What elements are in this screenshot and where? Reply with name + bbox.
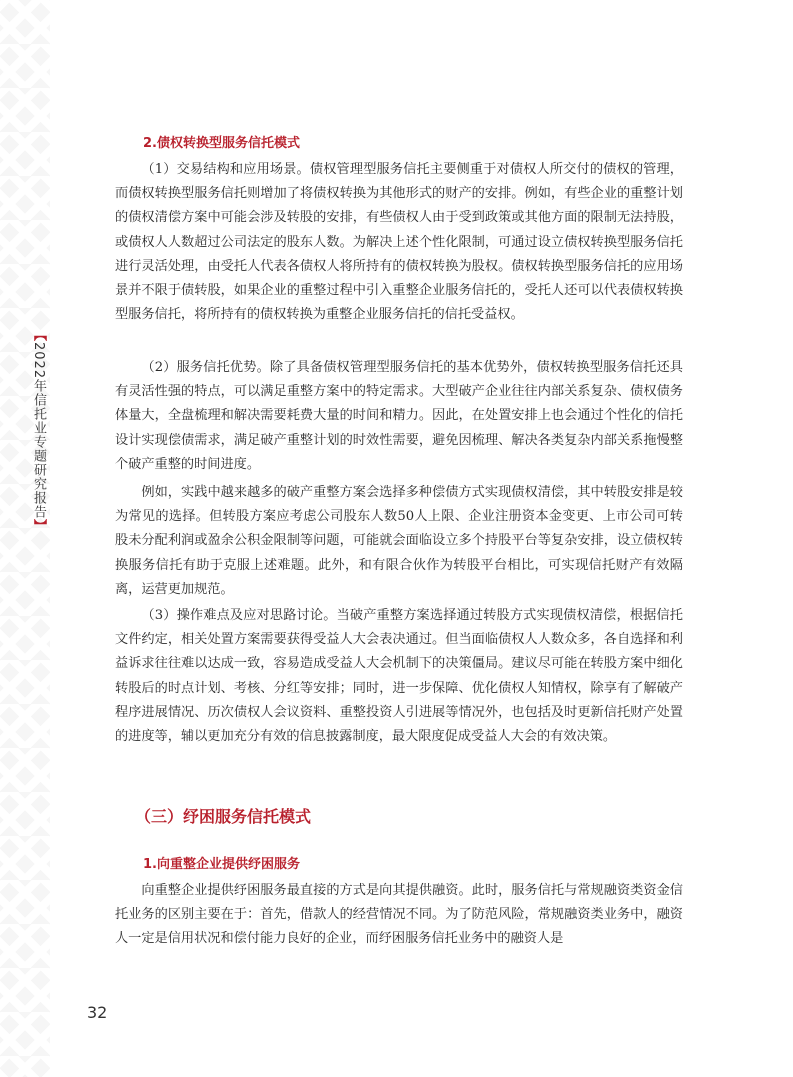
decorative-side-band xyxy=(0,0,50,1077)
paragraph-example: 例如，实践中越来越多的破产重整方案会选择多种偿债方式实现债权清偿，其中转股安排是较为常见的选择。但转股方案应考虑公司股东人数50人上限、企业注册资本金变更、上市公司可转股未分配利润或盈余公积金限制等问题，可能就会面临设立多个持股平台等复杂安排，设立债权转换服务信托有助于克服上述难题。此外，和有限合伙作为转股平台相比，可实现信托财产有效隔离，运营更加规范。 xyxy=(115,485,683,597)
side-title-close-bracket: 】 xyxy=(31,519,46,534)
section-title-relief-trust: （三）纾困服务信托模式 xyxy=(135,807,312,826)
subheading-relief-services: 1.向重整企业提供纾困服务 xyxy=(143,857,300,872)
paragraph-operational-difficulties: （3）操作难点及应对思路讨论。当破产重整方案选择通过转股方式实现债权清偿，根据信托文件约定，相关处置方案需要获得受益人大会表决通过。但当面临债权人人数众多，各自选择和利益诉求往往难以达成一致，容易造成受益人大会机制下的决策僵局。建议尽可能在转股方案中细化转股后的时点计划、考核、分红等安排；同时，进一步保障、优化债权人知情权，除享有了解破产程序进展情况、历次债权人会议资料、重整投资人引进展等情况外，也包括及时更新信托财产处置的进度等，辅以更加充分有效的信息披露制度，最大限度促成受益人大会的有效决策。 xyxy=(115,608,683,745)
paragraph-relief-financing: 向重整企业提供纾困服务最直接的方式是向其提供融资。此时，服务信托与常规融资类资金信托业务的区别主要在于：首先，借款人的经营情况不同。为了防范风险，常规融资类业务中，融资人一定是信用状况和偿付能力良好的企业，而纾困服务信托业务中的融资人是 xyxy=(115,883,683,947)
paragraph-trust-advantages: （2）服务信托优势。除了具备债权管理型服务信托的基本优势外，债权转换型服务信托还具有灵活性强的特点，可以满足重整方案中的特定需求。大型破产企业往往内部关系复杂、债权债务体量大，全盘梳理和解决需要耗费大量的时间和精力。因此，在处置安排上也会通过个性化的信托设计实现偿债需求，满足破产重整计划的时效性需要，避免因梳理、解决各类复杂内部关系拖慢整个破产重整的时间进度。 xyxy=(115,360,683,472)
report-series-title xyxy=(30,328,46,533)
page-number: 32 xyxy=(87,1003,108,1022)
subheading-debt-conversion-trust: 2.债权转换型服务信托模式 xyxy=(143,136,300,151)
side-title-open-bracket: 【 xyxy=(31,328,46,342)
paragraph-transaction-structure: （1）交易结构和应用场景。债权管理型服务信托主要侧重于对债权人所交付的债权的管理，而债权转换型服务信托则增加了将债权转换为其他形式的财产的安排。例如，有些企业的重整计划的债权清偿方案中可能会涉及转股的安排，有些债权人由于受到政策或其他方面的限制无法持股，或债权人人数超过公司法定的股东人数。为解决上述个性化限制，可通过设立债权转换型服务信托进行灵活处理，由受托人代表各债权人将所持有的债权转换为股权。债权转换型服务信托的应用场景并不限于债转股，如果企业的重整过程中引入重整企业服务信托的，受托人还可以代表债权转换型服务信托，将所持有的债权转换为重整企业服务信托的信托受益权。 xyxy=(115,162,683,323)
side-title-text: 2022年信托业专题研究报告 xyxy=(31,342,46,520)
